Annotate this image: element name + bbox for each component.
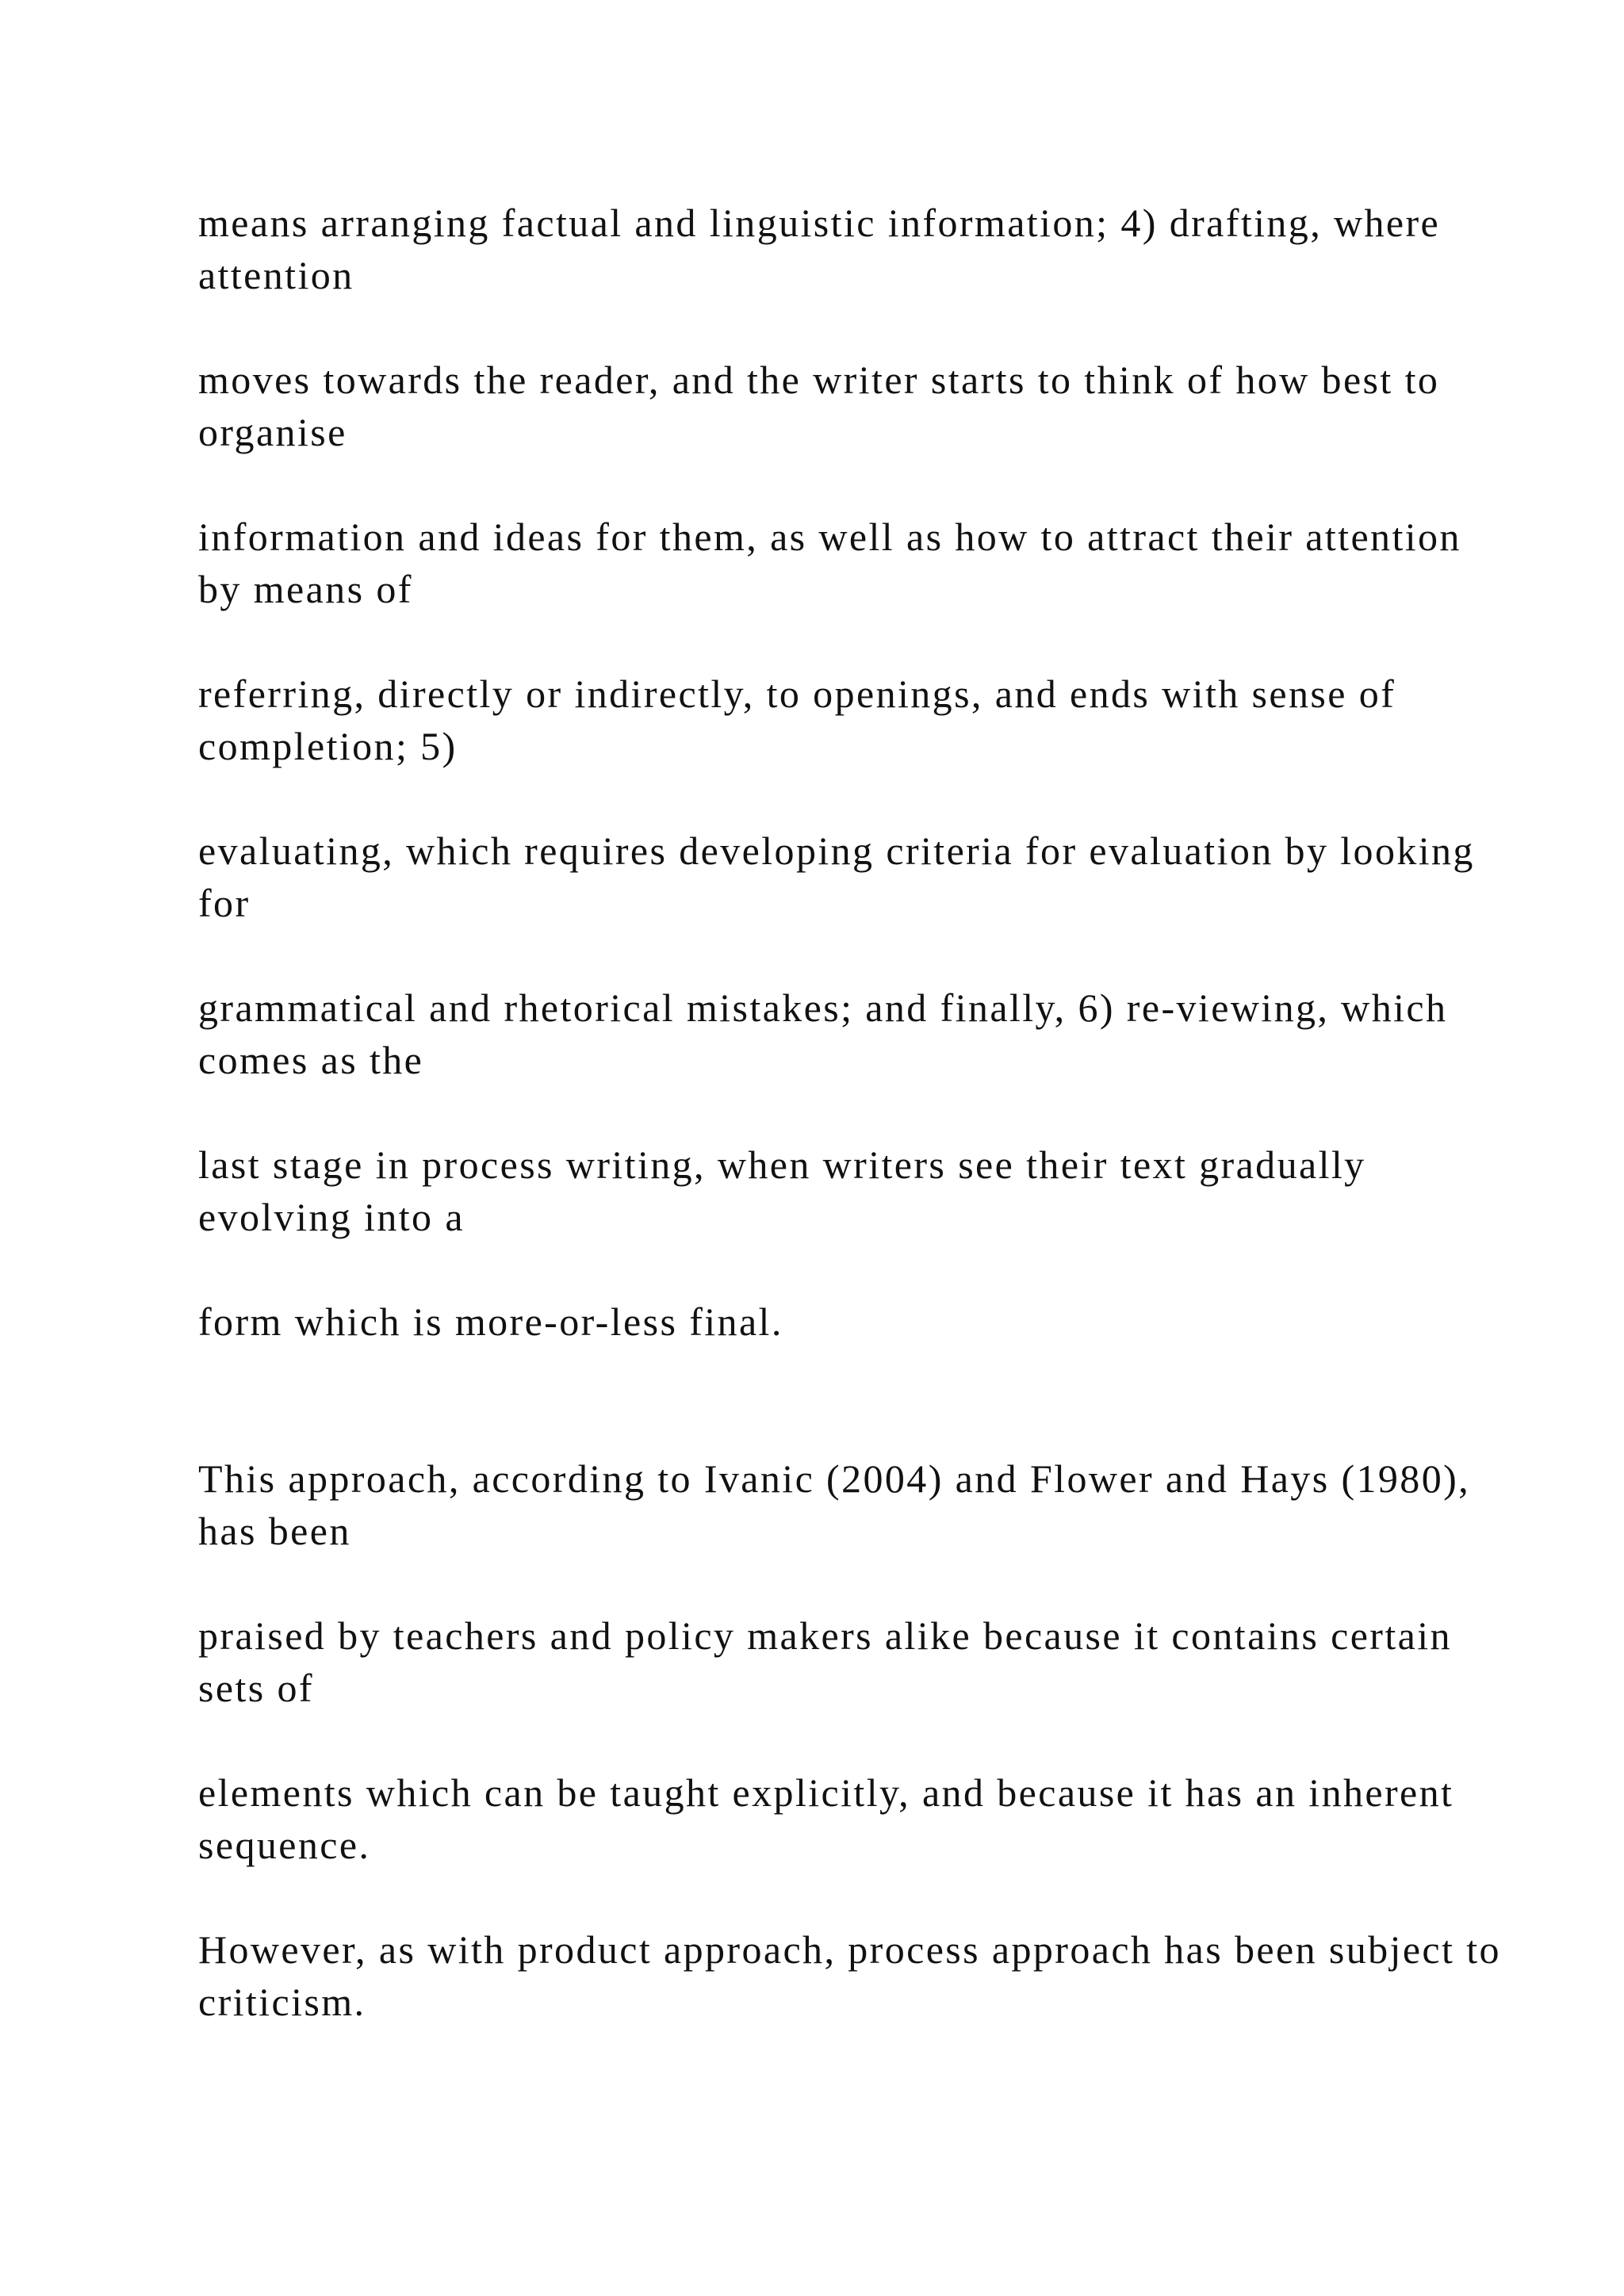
paragraph: form which is more-or-less final.: [198, 1299, 783, 1344]
paragraph: grammatical and rhetorical mistakes; and finally, 6) re-viewing, which comes as the: [198, 985, 1448, 1082]
paragraph: means arranging factual and linguistic information; 4) drafting, where attention: [198, 201, 1441, 297]
paragraph: moves towards the reader, and the writer starts to think of how best to organise: [198, 358, 1440, 454]
paragraph: elements which can be taught explicitly, and because it has an inherent sequence.: [198, 1770, 1454, 1867]
paragraph: However, as with product approach, process approach has been subject to criticism.: [198, 1927, 1501, 2024]
paragraph: evaluating, which requires developing criteria for evaluation by looking for: [198, 828, 1475, 925]
paragraph: referring, directly or indirectly, to openings, and ends with sense of completion; 5): [198, 672, 1396, 768]
paragraph: This approach, according to Ivanic (2004) and Flower and Hays (1980), has been: [198, 1456, 1471, 1553]
paragraph: praised by teachers and policy makers alike because it contains certain sets of: [198, 1613, 1452, 1710]
paragraph: last stage in process writing, when writers see their text gradually evolving into a: [198, 1142, 1366, 1239]
paragraph: information and ideas for them, as well as how to attract their attention by means of: [198, 515, 1461, 611]
document-body: [198, 197, 1507, 2028]
